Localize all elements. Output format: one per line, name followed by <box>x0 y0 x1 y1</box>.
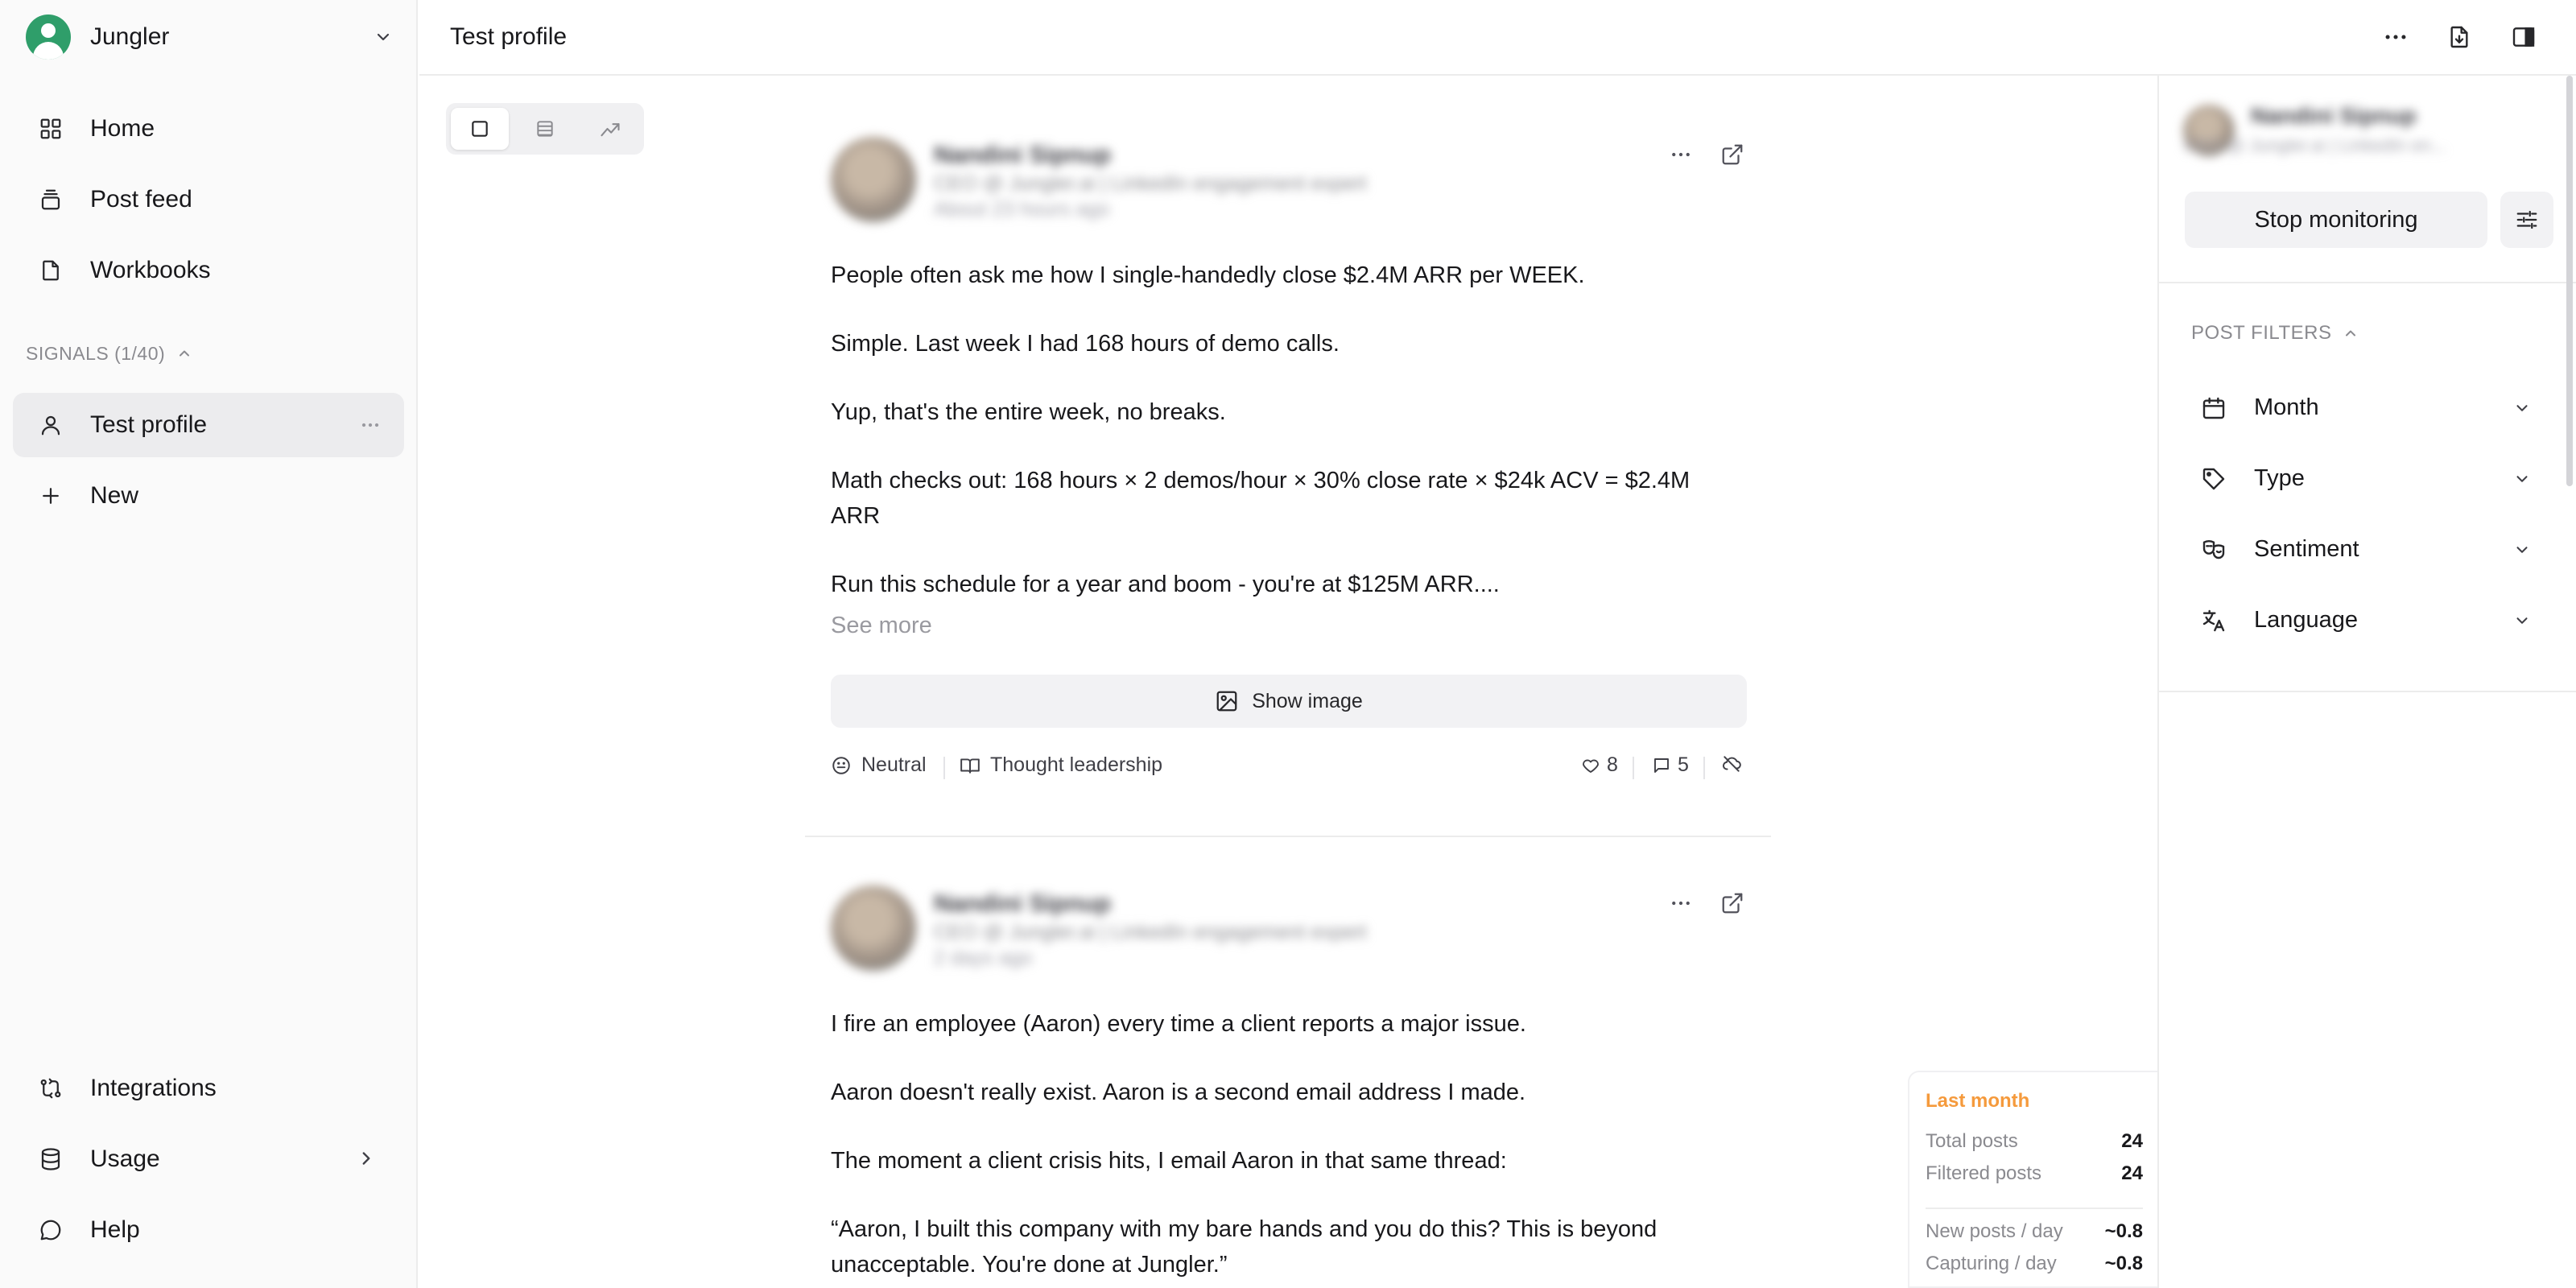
stats-label: Total posts <box>1926 1130 2018 1152</box>
post-paragraph: Run this schedule for a year and boom - you're at $125M ARR.... <box>831 572 1500 597</box>
right-panel <box>2157 76 2576 1288</box>
post-paragraph: “Aaron, I built this company with my bare hands and you do this? This is beyond unacceptable. You're done at Jungler.” <box>831 1216 1657 1278</box>
sidebar-item-workbooks[interactable] <box>13 238 404 303</box>
sidebar-item-label: Post feed <box>90 186 192 213</box>
sidebar-item-label: Home <box>90 115 155 142</box>
filter-label: Sentiment <box>2254 535 2359 562</box>
post-paragraph: Yup, that's the entire week, no breaks. <box>831 399 1226 425</box>
filter-label: Month <box>2254 394 2319 420</box>
chevron-down-icon <box>2513 541 2531 559</box>
show-image-button[interactable] <box>831 675 1747 728</box>
stats-value: ~0.8 <box>2104 1220 2143 1242</box>
view-table-button[interactable] <box>516 108 574 150</box>
post-paragraph: The moment a client crisis hits, I email Aaron in that same thread: <box>831 1148 1507 1174</box>
author-avatar <box>831 886 916 971</box>
sliders-icon <box>2515 208 2539 232</box>
stats-period: Last month <box>1926 1090 2030 1112</box>
sidebar-item-post-feed[interactable] <box>13 167 404 232</box>
filter-language[interactable] <box>2183 592 2553 648</box>
post-body <box>831 1006 1748 1288</box>
plus-icon <box>39 484 63 508</box>
filter-type[interactable] <box>2183 450 2553 506</box>
post-author <box>831 886 1394 974</box>
post-body <box>831 258 1748 635</box>
stats-card <box>1908 1071 2157 1288</box>
show-image-label: Show image <box>1252 689 1363 712</box>
cloud-off-icon <box>1721 753 1748 774</box>
image-icon <box>1215 689 1252 713</box>
smile-icon <box>831 755 861 776</box>
more-horizontal-icon[interactable] <box>1665 138 1697 171</box>
author-headline: CEO @ Jungler.ai | LinkedIn engagement expert <box>934 172 1367 195</box>
stats-row-filtered <box>1926 1162 2143 1185</box>
table-icon <box>535 118 555 139</box>
file-download-icon[interactable] <box>2443 21 2475 53</box>
signals-section-toggle[interactable] <box>26 341 192 365</box>
more-horizontal-icon[interactable] <box>2380 21 2412 53</box>
type-tag <box>960 753 1162 777</box>
external-link-icon[interactable] <box>1716 138 1748 171</box>
type-label: Thought leadership <box>990 753 1163 776</box>
filter-sentiment[interactable] <box>2183 521 2553 577</box>
sidebar <box>0 0 418 1288</box>
post-time: 2 days ago <box>934 947 1033 969</box>
sidebar-item-home[interactable] <box>13 97 404 161</box>
stats-divider <box>1926 1208 2143 1209</box>
book-open-icon <box>960 755 990 776</box>
post-paragraph: Simple. Last week I had 168 hours of demo calls. <box>831 331 1340 357</box>
grid-icon <box>39 117 63 141</box>
likes-count[interactable] <box>1581 753 1618 777</box>
filter-label: Type <box>2254 464 2305 491</box>
stop-monitoring-button[interactable]: Stop monitoring <box>2185 192 2487 248</box>
sidebar-item-integrations[interactable] <box>13 1056 404 1121</box>
sentiment-tag <box>831 753 927 777</box>
see-more-link[interactable]: See more <box>831 613 932 638</box>
sidebar-item-label: Usage <box>90 1146 160 1172</box>
author-avatar <box>831 137 916 222</box>
file-icon <box>39 258 63 283</box>
square-icon <box>469 118 490 139</box>
trend-icon <box>599 118 621 140</box>
chevron-up-icon <box>165 345 192 361</box>
external-link-icon[interactable] <box>1716 887 1748 919</box>
comments-count[interactable] <box>1652 753 1689 777</box>
panel-divider <box>2159 282 2576 283</box>
sidebar-item-label: New <box>90 482 139 509</box>
filter-month[interactable] <box>2183 379 2553 436</box>
panel-divider <box>2159 691 2576 692</box>
stats-row-capturing <box>1926 1253 2143 1275</box>
user-icon <box>39 413 63 437</box>
meta-divider <box>943 757 945 779</box>
more-horizontal-icon[interactable] <box>1665 887 1697 919</box>
database-icon <box>39 1147 63 1171</box>
post-filters-label: POST FILTERS <box>2191 322 2332 344</box>
panel-right-icon[interactable] <box>2508 21 2540 53</box>
post-filters-toggle[interactable] <box>2191 322 2359 345</box>
calendar-icon <box>2201 395 2227 421</box>
stats-row-new-per-day <box>1926 1220 2143 1243</box>
view-mode-toggle <box>446 103 644 155</box>
sentiment-label: Neutral <box>861 753 927 776</box>
comments-value: 5 <box>1678 753 1689 776</box>
repost-button[interactable] <box>1721 753 1748 774</box>
chevron-right-icon <box>356 1148 377 1169</box>
tag-icon <box>2201 466 2227 492</box>
sidebar-item-new[interactable] <box>13 464 404 528</box>
post-time: About 23 hours ago <box>934 198 1110 221</box>
workspace-name: Jungler <box>90 23 170 50</box>
post-paragraph: I fire an employee (Aaron) every time a client reports a major issue. <box>831 1011 1526 1037</box>
stats-row-total <box>1926 1130 2143 1153</box>
message-circle-icon <box>39 1218 63 1242</box>
stats-label: Filtered posts <box>1926 1162 2042 1184</box>
chevron-down-icon <box>374 27 393 47</box>
sidebar-item-usage[interactable] <box>13 1127 404 1191</box>
comment-icon <box>1652 756 1678 775</box>
likes-value: 8 <box>1607 753 1618 776</box>
languages-icon <box>2201 608 2227 634</box>
sidebar-item-label: Test profile <box>90 411 208 438</box>
settings-button[interactable] <box>2500 192 2553 248</box>
sidebar-item-label: Help <box>90 1216 140 1243</box>
chevron-down-icon <box>2513 470 2531 488</box>
post-paragraph: Math checks out: 168 hours × 2 demos/hour × 30% close rate × $24k ACV = $2.4M ARR <box>831 468 1690 529</box>
monitored-profile <box>2183 100 2537 164</box>
stats-label: Capturing / day <box>1926 1253 2057 1274</box>
post-meta <box>831 753 1748 782</box>
stats-value: 24 <box>2121 1130 2143 1152</box>
post-divider <box>805 836 1771 837</box>
heart-icon <box>1581 756 1607 775</box>
stats-label: New posts / day <box>1926 1220 2063 1242</box>
author-name: Nandini Sipnup <box>934 890 1111 917</box>
page-header <box>419 0 2576 76</box>
meta-divider <box>1703 757 1705 779</box>
post-paragraph: Aaron doesn't really exist. Aaron is a second email address I made. <box>831 1080 1526 1105</box>
workspace-switcher[interactable] <box>26 14 393 60</box>
masks-icon <box>2201 537 2227 563</box>
author-name: Nandini Sipnup <box>934 142 1111 168</box>
author-headline: CEO @ Jungler.ai | LinkedIn engagement expert <box>934 921 1367 943</box>
chevron-down-icon <box>2513 612 2531 630</box>
sidebar-item-label: Workbooks <box>90 257 211 283</box>
sidebar-item-label: Integrations <box>90 1075 217 1101</box>
post-author <box>831 137 1394 225</box>
chevron-down-icon <box>2513 399 2531 417</box>
post-feed <box>805 76 1771 1288</box>
sidebar-item-help[interactable] <box>13 1198 404 1262</box>
signals-section-label: SIGNALS (1/40) <box>26 342 166 364</box>
profile-name: Nandini Sipnup <box>2251 103 2417 128</box>
page-title: Test profile <box>450 23 568 50</box>
sidebar-item-test-profile[interactable] <box>13 393 404 457</box>
right-panel-scrollbar[interactable] <box>2566 76 2573 486</box>
profile-headline: CEO @ Jungler.ai | LinkedIn en... <box>2183 135 2446 155</box>
more-horizontal-icon[interactable] <box>357 412 383 438</box>
workspace-avatar <box>26 14 71 60</box>
stack-icon <box>39 188 63 212</box>
chevron-up-icon <box>2331 325 2359 341</box>
view-chart-button[interactable] <box>581 108 639 150</box>
meta-divider <box>1633 757 1634 779</box>
filter-label: Language <box>2254 606 2359 633</box>
integrations-icon <box>39 1076 63 1100</box>
post-paragraph: People often ask me how I single-handedly close $2.4M ARR per WEEK. <box>831 262 1585 288</box>
view-card-button[interactable] <box>451 108 509 150</box>
stats-value: ~0.8 <box>2104 1253 2143 1274</box>
stats-value: 24 <box>2121 1162 2143 1184</box>
